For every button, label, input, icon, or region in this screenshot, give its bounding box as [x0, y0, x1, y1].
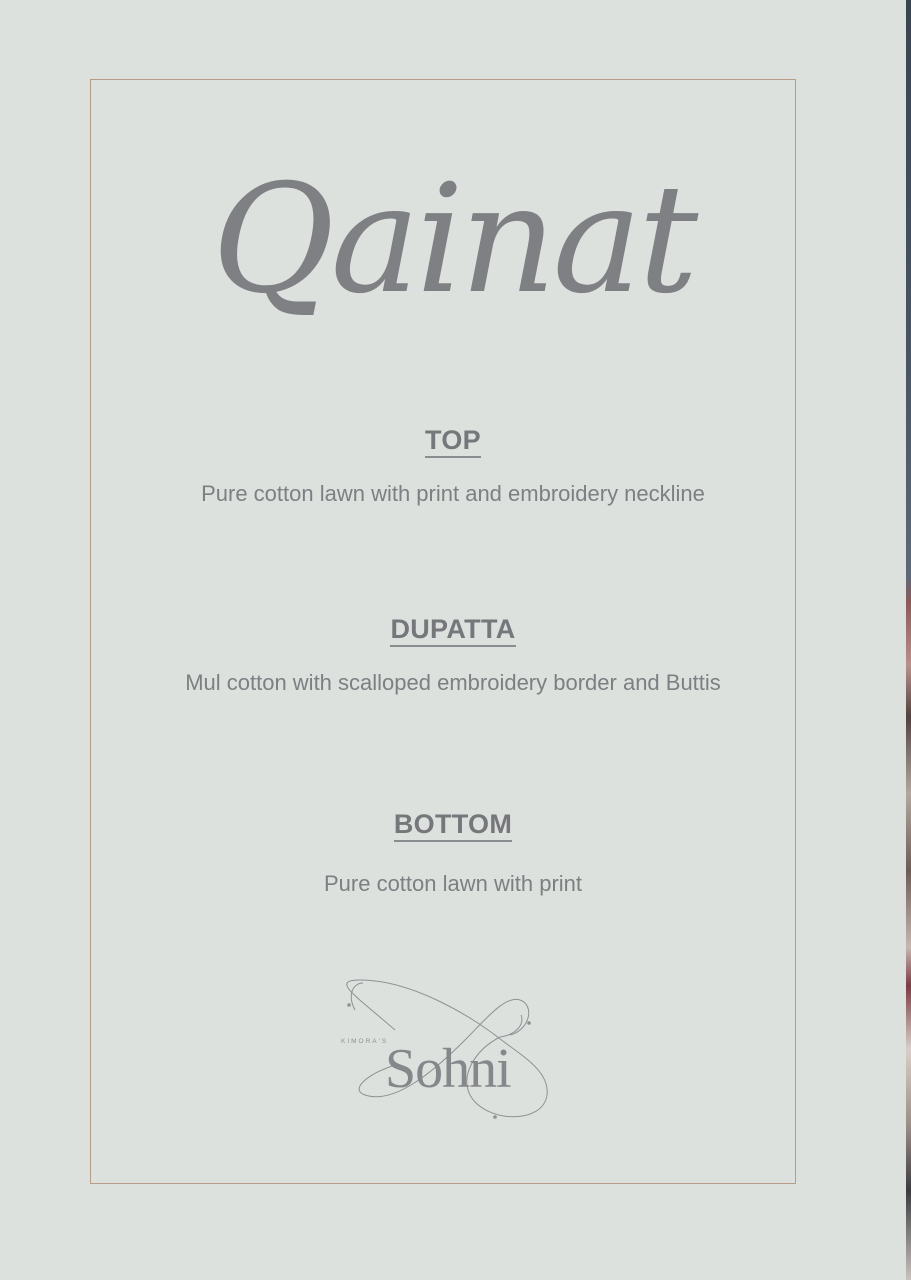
section-description-bottom: Pure cotton lawn with print: [323, 871, 583, 896]
section-heading-label: TOP: [425, 425, 481, 458]
section-heading-dupatta: [0, 614, 906, 647]
section-heading-top: [0, 425, 906, 458]
sohni-logo: [335, 975, 555, 1125]
logo-brand-text: Sohni: [385, 1038, 511, 1100]
section-heading-bottom: [0, 809, 906, 842]
logo-small-text: KIMORA'S: [341, 1038, 389, 1045]
section-description-top: Pure cotton lawn with print and embroidery neckline: [201, 481, 705, 506]
logo-dot: [493, 1115, 497, 1119]
logo-dot: [347, 1003, 351, 1007]
section-description-dupatta: Mul cotton with scalloped embroidery border and Buttis: [185, 670, 721, 695]
collection-title: Qainat: [211, 153, 695, 327]
section-heading-label: DUPATTA: [390, 614, 515, 647]
logo-dot: [527, 1021, 531, 1025]
section-heading-label: BOTTOM: [394, 809, 512, 842]
adjacent-page-edge: [906, 0, 911, 1280]
